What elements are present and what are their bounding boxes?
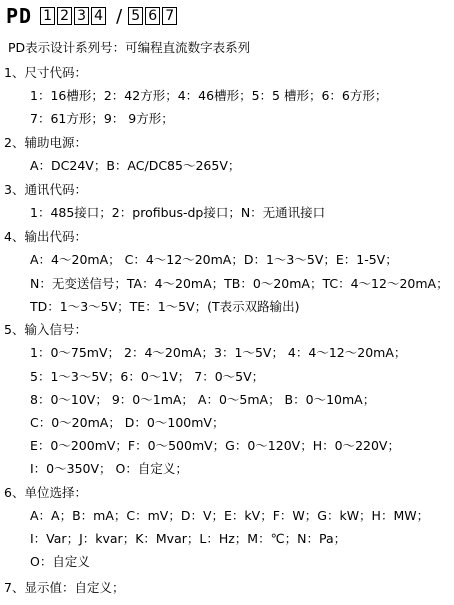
code-box-2: 2 <box>57 7 72 25</box>
output-line: A：4～20mA； C：4～12～20mA；D：1～3～5V；E：1-5V； <box>30 252 398 267</box>
section-heading-output: 4、输出代码： <box>4 229 87 244</box>
input-line: C：0～20mA； D：0～100mV； <box>30 415 225 430</box>
unit-line: O：自定义 <box>30 554 90 569</box>
unit-line: A：A；B：mA；C：mV；D：V；E：kV；F：W；G：kW；H：MW； <box>30 508 430 523</box>
section-heading-comm: 3、通讯代码： <box>4 182 87 197</box>
code-box-7: 7 <box>162 7 177 25</box>
power-line: A：DC24V；B：AC/DC85～265V； <box>30 158 241 173</box>
model-prefix: PD <box>6 4 33 28</box>
code-box-3: 3 <box>74 7 89 25</box>
section-heading-display: 7、显示值：自定义； <box>4 580 125 595</box>
section-heading-power: 2、辅助电源： <box>4 135 87 150</box>
input-line: I：0～350V； O：自定义； <box>30 461 188 476</box>
code-box-6: 6 <box>145 7 160 25</box>
input-line: 5：1～3～5V；6：0～1V； 7：0～5V； <box>30 369 265 384</box>
input-line: 1：0～75mV； 2：4～20mA；3：1～5V； 4：4～12～20mA； <box>30 345 407 360</box>
code-box-5: 5 <box>128 7 143 25</box>
output-line: N：无变送信号；TA：4～20mA；TB：0～20mA；TC：4～12～20mA； <box>30 276 449 291</box>
model-code-header <box>6 3 179 29</box>
section-heading-input: 5、输入信号： <box>4 322 87 337</box>
input-line: 8：0～10V； 9：0～1mA； A：0～5mA； B：0～10mA； <box>30 392 376 407</box>
section-heading-size: 1、尺寸代码： <box>4 65 87 80</box>
unit-line: I：Var；J：kvar；K：Mvar；L：Hz；M：℃；N：Pa； <box>30 531 347 546</box>
size-line: 1：16槽形；2：42方形；4：46槽形；5：5 槽形；6：6方形； <box>30 88 388 103</box>
section-heading-unit: 6、单位选择： <box>4 485 87 500</box>
series-description: PD表示设计系列号：可编程直流数字表系列 <box>8 40 251 55</box>
size-line: 7：61方形；9： 9方形； <box>30 111 174 126</box>
code-box-1: 1 <box>40 7 55 25</box>
output-line: TD：1～3～5V；TE：1～5V；(T表示双路输出) <box>30 299 300 314</box>
comm-line: 1：485接口；2：profibus-dp接口；N：无通讯接口 <box>30 205 326 220</box>
code-box-4: 4 <box>91 7 106 25</box>
input-line: E：0～200mV；F：0～500mV；G：0～120V；H：0～220V； <box>30 438 400 453</box>
code-separator: / <box>116 5 123 27</box>
